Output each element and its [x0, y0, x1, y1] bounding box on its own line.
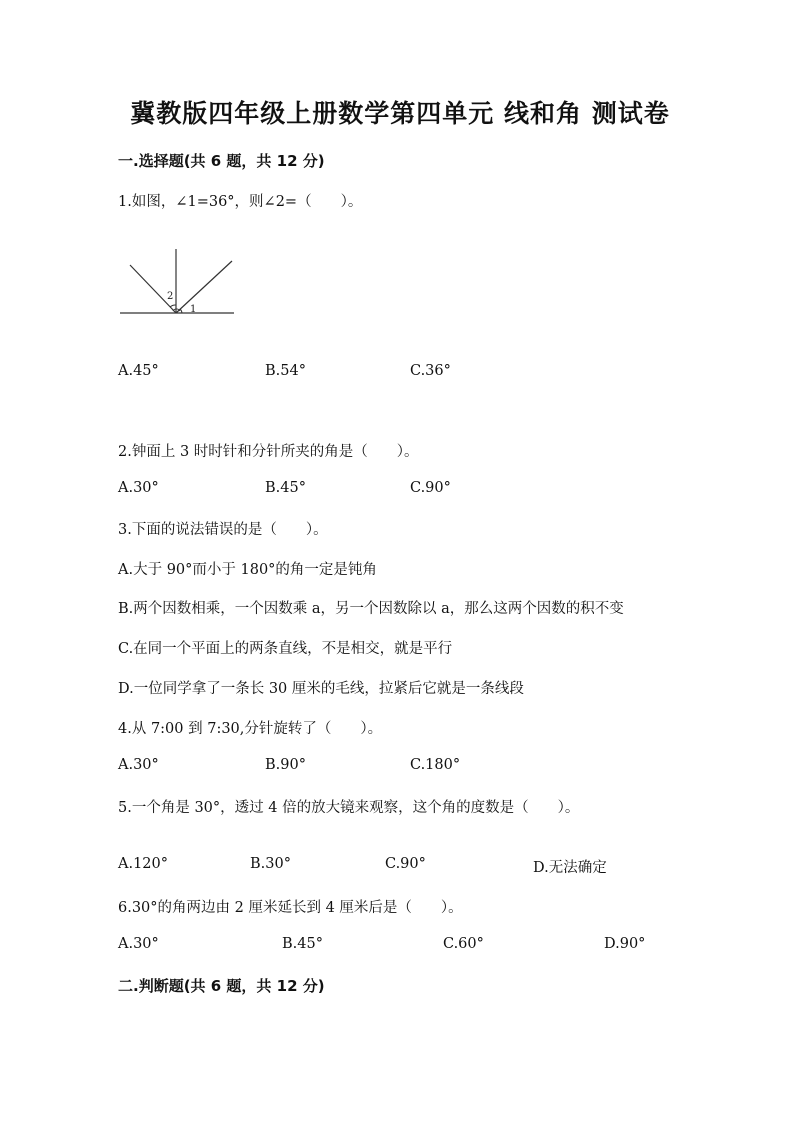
- q3-option-c: C.在同一个平面上的两条直线，不是相交，就是平行: [118, 641, 453, 657]
- question-5: 5.一个角是 30°，透过 4 倍的放大镜来观察，这个角的度数是（ ）。: [118, 800, 580, 816]
- q4-option-a: A.30°: [118, 757, 159, 773]
- page-title: 冀教版四年级上册数学第四单元 线和角 测试卷: [130, 99, 670, 128]
- question-2: 2.钟面上 3 时时针和分针所夹的角是（ ）。: [118, 444, 419, 460]
- angle-2-arc: [170, 305, 176, 307]
- section-heading-choice: 一.选择题(共 6 题，共 12 分): [118, 152, 325, 170]
- left-ray: [130, 265, 176, 313]
- q4-option-c: C.180°: [410, 757, 461, 773]
- q2-option-b: B.45°: [265, 480, 306, 496]
- q1-option-b: B.54°: [265, 363, 306, 379]
- right-ray: [176, 261, 232, 313]
- q4-option-b: B.90°: [265, 757, 306, 773]
- question-3: 3.下面的说法错误的是（ ）。: [118, 522, 328, 538]
- section-heading-judgment: 二.判断题(共 6 题，共 12 分): [118, 977, 325, 995]
- q6-option-b: B.45°: [282, 936, 323, 952]
- q3-option-d: D.一位同学拿了一条长 30 厘米的毛线，拉紧后它就是一条线段: [118, 681, 524, 697]
- question-1: 1.如图，∠1=36°，则∠2=（ ）。: [118, 194, 363, 210]
- q6-option-c: C.60°: [443, 936, 484, 952]
- angle-figure: [118, 245, 238, 320]
- angle-label-1: 1: [190, 304, 197, 315]
- q5-option-c: C.90°: [385, 856, 426, 872]
- q1-option-c: C.36°: [410, 363, 451, 379]
- q5-option-d: D.无法确定: [533, 860, 607, 876]
- q5-option-a: A.120°: [118, 856, 169, 872]
- q6-option-d: D.90°: [604, 936, 646, 952]
- q5-option-b: B.30°: [250, 856, 291, 872]
- q2-option-a: A.30°: [118, 480, 159, 496]
- q3-option-b: B.两个因数相乘，一个因数乘 a，另一个因数除以 a，那么这两个因数的积不变: [118, 601, 624, 617]
- question-4: 4.从 7:00 到 7:30,分针旋转了（ ）。: [118, 721, 383, 737]
- angle-1-arc: [180, 309, 182, 313]
- q2-option-c: C.90°: [410, 480, 451, 496]
- q3-option-a: A.大于 90°而小于 180°的角一定是钝角: [118, 562, 377, 578]
- q1-option-a: A.45°: [118, 363, 159, 379]
- angle-label-2: 2: [167, 291, 174, 302]
- question-6: 6.30°的角两边由 2 厘米延长到 4 厘米后是（ ）。: [118, 900, 463, 916]
- q6-option-a: A.30°: [118, 936, 159, 952]
